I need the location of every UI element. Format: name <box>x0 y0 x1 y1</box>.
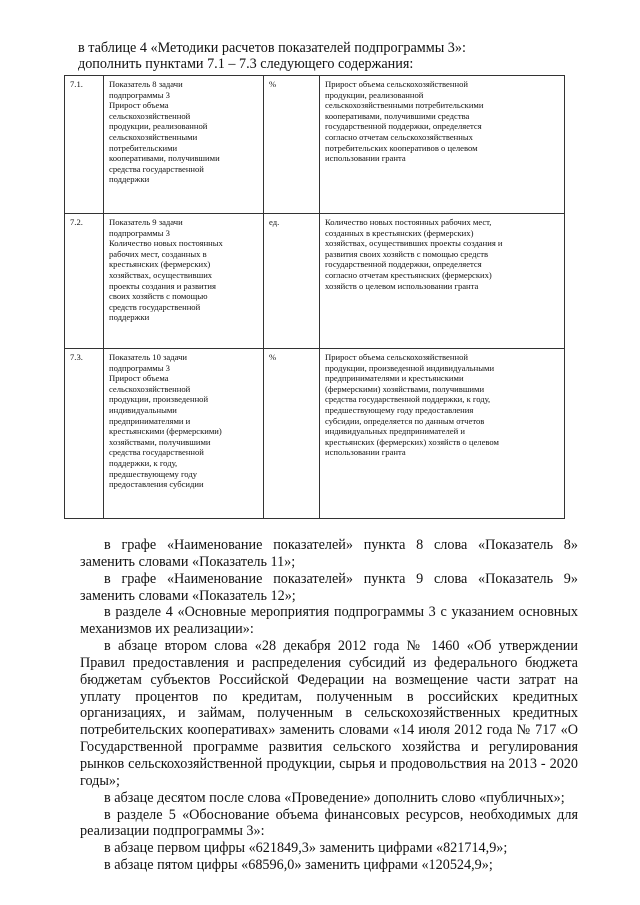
table-row <box>65 214 565 349</box>
indicator-name: Показатель 10 задачи подпрограммы 3 Прирост объема сельскохозяйственной продукции, произведенной индивидуальными предпринимателями и крестьянскими (фермерскими) хозяйствами, получившими средства государственной поддержки, к году, предшествующему году предоставления субсидии <box>104 349 264 519</box>
paragraph: в графе «Наименование показателей» пункта 9 слова «Показатель 9» заменить словами «Показатель 12»; <box>80 570 578 604</box>
table-row <box>65 76 565 214</box>
paragraph: в абзаце втором слова «28 декабря 2012 года № 1460 «Об утверждении Правил предоставления и распределения субсидий из федерального бюджета бюджетам субъектов Российской Федерации на возмещение части затрат на уплату процентов по кредитам, полученным в российских кредитных организациях, и займам, полученным в сельскохозяйственных кредитных потребительских кооперативах» заменить словами «14 июля 2012 года № 717 «О Государственной программе развития сельского хозяйства и регулирования рынков сельскохозяйственной продукции, сырья и продовольствия на 2013 - 2020 годы»; <box>80 638 578 789</box>
paragraph: в разделе 4 «Основные мероприятия подпрограммы 3 с указанием основных механизмов их реализации»: <box>80 604 578 638</box>
paragraph: в разделе 5 «Обоснование объема финансовых ресурсов, необходимых для реализации подпрограммы 3»: <box>80 806 578 840</box>
intro-line-2: дополнить пунктами 7.1 – 7.3 следующего содержания: <box>78 56 414 72</box>
intro-line-1: в таблице 4 «Методики расчетов показателей подпрограммы 3»: <box>78 40 466 56</box>
unit-of-measure: % <box>264 76 320 214</box>
indicator-name: Показатель 8 задачи подпрограммы 3 Прирост объема сельскохозяйственной продукции, реализованной сельскохозяйственными потребительскими кооперативами, получившими средства государственной поддержки <box>104 76 264 214</box>
row-number: 7.3. <box>65 349 104 519</box>
intro-block <box>78 40 578 72</box>
indicator-name: Показатель 9 задачи подпрограммы 3 Количество новых постоянных рабочих мест, созданных в крестьянских (фермерских) хозяйствах, осуществивших проекты создания и развития своих хозяйств с помощью средств государственной поддержки <box>104 214 264 349</box>
amendments-text <box>80 537 578 874</box>
unit-of-measure: ед. <box>264 214 320 349</box>
calculation-method: Количество новых постоянных рабочих мест, созданных в крестьянских (фермерских) хозяйствах, осуществивших проекты создания и развития своих хозяйств с помощью средств государственной поддержки, определяется согласно отчетам крестьянских (фермерских) хозяйств о целевом использовании гранта <box>320 214 565 349</box>
row-number: 7.1. <box>65 76 104 214</box>
row-number: 7.2. <box>65 214 104 349</box>
calculation-method: Прирост объема сельскохозяйственной продукции, реализованной сельскохозяйственными потребительскими кооперативами, получившими средства государственной поддержки, определяется согласно отчетам сельскохозяйственных потребительских кооперативов о целевом использовании гранта <box>320 76 565 214</box>
methodology-table <box>64 75 565 519</box>
calculation-method: Прирост объема сельскохозяйственной продукции, произведенной индивидуальными предпринимателями и крестьянскими (фермерскими) хозяйствами, получившими средства государственной поддержки, к году, предшествующему году предоставления субсидии, определяется по данным отчетов индивидуальных предпринимателей и крестьянских (фермерских) хозяйств о целевом использовании гранта <box>320 349 565 519</box>
paragraph: в абзаце пятом цифры «68596,0» заменить цифрами «120524,9»; <box>104 857 493 874</box>
unit-of-measure: % <box>264 349 320 519</box>
paragraph: в абзаце десятом после слова «Проведение» дополнить слово «публичных»; <box>104 789 565 806</box>
table-row <box>65 349 565 519</box>
paragraph: в графе «Наименование показателей» пункта 8 слова «Показатель 8» заменить словами «Показатель 11»; <box>80 537 578 570</box>
paragraph: в абзаце первом цифры «621849,3» заменить цифрами «821714,9»; <box>104 840 508 857</box>
